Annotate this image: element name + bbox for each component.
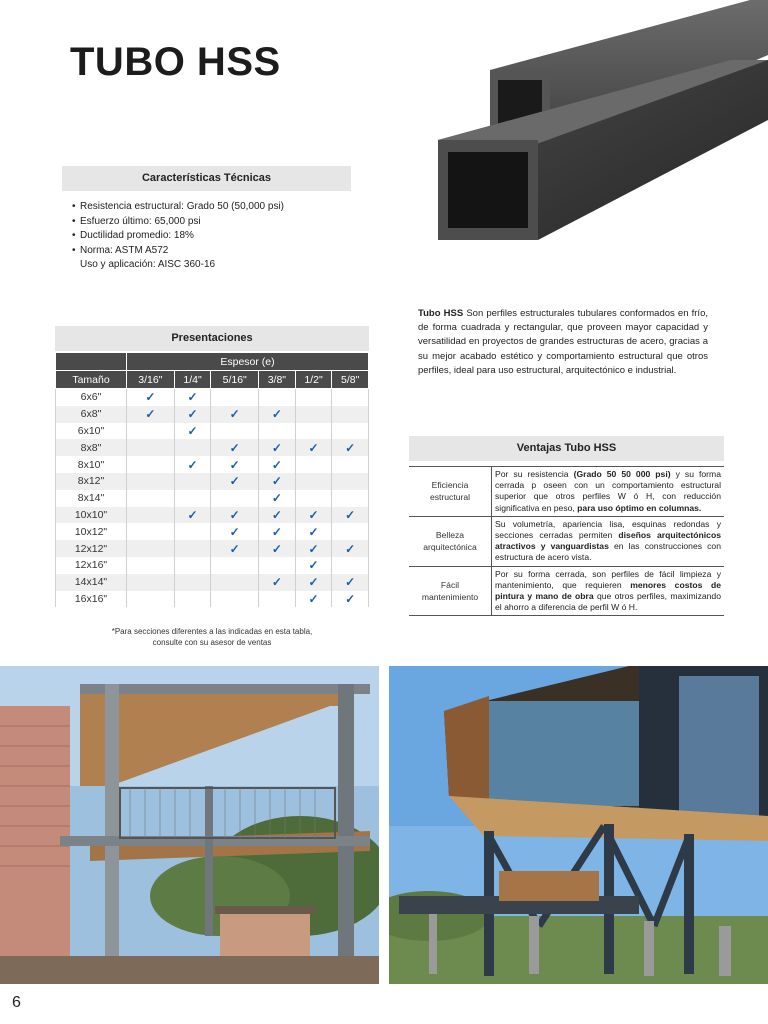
availability-cell: [259, 591, 296, 608]
size-cell: 14x14": [56, 574, 127, 591]
list-item: Uso y aplicación: AISC 360-16: [80, 259, 216, 270]
availability-cell: [332, 406, 369, 423]
check-icon: ✓: [308, 558, 319, 573]
check-icon: ✓: [229, 457, 240, 472]
availability-cell: [127, 557, 175, 574]
availability-cell: [127, 490, 175, 507]
ventaja-row: [409, 566, 724, 616]
availability-cell: [127, 473, 175, 490]
availability-cell: [127, 574, 175, 591]
availability-cell: [211, 439, 259, 456]
check-icon: ✓: [271, 507, 282, 522]
ventaja-row: [409, 467, 724, 517]
availability-cell: [332, 423, 369, 440]
ventaja-text: Por su forma cerrada, son perfiles de fácil limpieza y mantenimiento, que requieren menores costos de pintura y mano de obra que otros perfiles, maximizando el ahorro a diferencia de perfil W ó H.: [492, 566, 725, 616]
availability-cell: [174, 574, 211, 591]
table-row: [56, 540, 369, 557]
availability-cell: [332, 557, 369, 574]
check-icon: ✓: [271, 457, 282, 472]
availability-cell: [127, 406, 175, 423]
presentaciones-note: *Para secciones diferentes a las indicadas en esta tabla, consulte con su asesor de ventas: [111, 627, 313, 647]
check-icon: ✓: [187, 457, 198, 472]
availability-cell: [295, 456, 332, 473]
availability-cell: [211, 423, 259, 440]
availability-cell: [127, 456, 175, 473]
availability-cell: [259, 439, 296, 456]
list-item: • Norma: ASTM A572: [72, 244, 169, 256]
size-cell: 10x12": [56, 523, 127, 540]
ventajas-table: [409, 466, 724, 616]
availability-cell: [174, 523, 211, 540]
check-icon: ✓: [271, 491, 282, 506]
availability-cell: [259, 540, 296, 557]
check-icon: ✓: [271, 474, 282, 489]
size-cell: 8x8": [56, 439, 127, 456]
thickness-header: 5/8": [332, 371, 369, 389]
table-row: [56, 389, 369, 406]
size-cell: 6x6": [56, 389, 127, 406]
check-icon: ✓: [271, 541, 282, 556]
availability-cell: [211, 507, 259, 524]
availability-cell: [295, 523, 332, 540]
check-icon: ✓: [345, 541, 356, 556]
availability-cell: [174, 507, 211, 524]
availability-cell: [295, 557, 332, 574]
check-icon: ✓: [187, 407, 198, 422]
check-icon: ✓: [187, 390, 198, 405]
ventaja-label: Fácil mantenimiento: [409, 566, 492, 616]
table-row: [56, 473, 369, 490]
ventaja-text: Su volumetría, apariencia lisa, esquinas redondas y secciones cerradas permiten diseños arquitectónicos atractivos y vanguardistas en las construcciones con estructura de acero vista.: [492, 516, 725, 566]
check-icon: ✓: [308, 591, 319, 606]
list-item: • Resistencia estructural: Grado 50 (50,000 psi): [72, 201, 284, 212]
list-item: • Esfuerzo último: 65,000 psi: [72, 215, 201, 227]
table-row: [56, 456, 369, 473]
availability-cell: [174, 423, 211, 440]
availability-cell: [211, 540, 259, 557]
description-text: Son perfiles estructurales tubulares conformados en frío, de forma cuadrada y rectangular, que proveen mayor capacidad y versatilidad en proyectos de grandes estructuras de acero, gracias a su mejor acabado estético y comportamiento estructural que otros perfiles, ideal para uso estructural, arquitectónico e industrial.: [418, 308, 708, 376]
availability-cell: [332, 473, 369, 490]
thickness-header: 3/8": [259, 371, 296, 389]
size-cell: 8x12": [56, 473, 127, 490]
availability-cell: [332, 490, 369, 507]
availability-cell: [259, 490, 296, 507]
presentaciones-heading: Presentaciones: [55, 326, 369, 351]
page-number: 6: [12, 994, 21, 1011]
availability-cell: [174, 456, 211, 473]
availability-cell: [211, 557, 259, 574]
size-cell: 16x16": [56, 591, 127, 608]
availability-cell: [295, 406, 332, 423]
check-icon: ✓: [345, 440, 356, 455]
check-icon: ✓: [229, 507, 240, 522]
table-row: [56, 591, 369, 608]
ventajas-heading: Ventajas Tubo HSS: [409, 436, 724, 461]
availability-cell: [127, 389, 175, 406]
check-icon: ✓: [271, 407, 282, 422]
thickness-header: 1/4": [174, 371, 211, 389]
page-title: TUBO HSS: [70, 40, 281, 84]
availability-cell: [211, 389, 259, 406]
thickness-header: 5/16": [211, 371, 259, 389]
check-icon: ✓: [345, 575, 356, 590]
ventaja-row: [409, 516, 724, 566]
size-cell: 12x16": [56, 557, 127, 574]
check-icon: ✓: [229, 524, 240, 539]
size-cell: 8x10": [56, 456, 127, 473]
check-icon: ✓: [308, 541, 319, 556]
size-header: Tamaño: [56, 371, 127, 389]
availability-cell: [211, 591, 259, 608]
availability-cell: [211, 490, 259, 507]
availability-cell: [332, 574, 369, 591]
check-icon: ✓: [229, 407, 240, 422]
table-corner: [56, 353, 127, 371]
check-icon: ✓: [145, 407, 156, 422]
table-row: [56, 423, 369, 440]
check-icon: ✓: [229, 474, 240, 489]
availability-cell: [211, 406, 259, 423]
check-icon: ✓: [187, 507, 198, 522]
availability-cell: [259, 523, 296, 540]
availability-cell: [127, 423, 175, 440]
check-icon: ✓: [308, 507, 319, 522]
availability-cell: [174, 557, 211, 574]
availability-cell: [174, 439, 211, 456]
availability-cell: [295, 473, 332, 490]
availability-cell: [127, 507, 175, 524]
house-photo: [389, 666, 768, 984]
size-cell: 6x10": [56, 423, 127, 440]
ventaja-label: Eficiencia estructural: [409, 467, 492, 517]
availability-cell: [295, 591, 332, 608]
availability-cell: [332, 439, 369, 456]
pavilion-photo: [0, 666, 379, 984]
availability-cell: [332, 389, 369, 406]
availability-cell: [174, 389, 211, 406]
availability-cell: [259, 389, 296, 406]
availability-cell: [295, 423, 332, 440]
table-row: [56, 507, 369, 524]
caracteristicas-list: [72, 200, 372, 273]
description-paragraph: [418, 307, 708, 378]
description-lead: Tubo HSS: [418, 308, 464, 319]
size-cell: 12x12": [56, 540, 127, 557]
availability-cell: [332, 523, 369, 540]
availability-cell: [259, 557, 296, 574]
check-icon: ✓: [187, 423, 198, 438]
availability-cell: [127, 591, 175, 608]
table-row: [56, 574, 369, 591]
availability-cell: [174, 406, 211, 423]
availability-cell: [332, 456, 369, 473]
availability-cell: [295, 490, 332, 507]
availability-cell: [332, 591, 369, 608]
check-icon: ✓: [271, 575, 282, 590]
table-row: [56, 490, 369, 507]
table-row: [56, 557, 369, 574]
thickness-header: 3/16": [127, 371, 175, 389]
table-row: [56, 523, 369, 540]
list-item: • Ductilidad promedio: 18%: [72, 230, 194, 241]
table-row: [56, 406, 369, 423]
availability-cell: [174, 540, 211, 557]
availability-cell: [127, 439, 175, 456]
check-icon: ✓: [271, 524, 282, 539]
availability-cell: [174, 473, 211, 490]
availability-cell: [211, 574, 259, 591]
size-cell: 8x14": [56, 490, 127, 507]
caracteristicas-heading: Características Técnicas: [62, 166, 351, 191]
availability-cell: [211, 456, 259, 473]
check-icon: ✓: [308, 524, 319, 539]
hss-tube-image: [430, 0, 768, 250]
check-icon: ✓: [308, 575, 319, 590]
availability-cell: [295, 540, 332, 557]
availability-cell: [295, 507, 332, 524]
table-row: [56, 439, 369, 456]
availability-cell: [295, 439, 332, 456]
check-icon: ✓: [271, 440, 282, 455]
availability-cell: [127, 540, 175, 557]
availability-cell: [259, 574, 296, 591]
check-icon: ✓: [345, 591, 356, 606]
availability-cell: [332, 507, 369, 524]
availability-cell: [211, 523, 259, 540]
availability-cell: [127, 523, 175, 540]
availability-cell: [259, 456, 296, 473]
availability-cell: [211, 473, 259, 490]
ventaja-text: Por su resistencia (Grado 50 50 000 psi) y su forma cerrada p oseen con un comportamiento estructural superior que otros perfiles W ó H, con reducción significativa en peso, para uso óptimo en columnas.: [492, 467, 725, 517]
availability-cell: [295, 389, 332, 406]
check-icon: ✓: [345, 507, 356, 522]
availability-cell: [259, 406, 296, 423]
presentaciones-table: [55, 352, 369, 607]
check-icon: ✓: [308, 440, 319, 455]
espesor-header: Espesor (e): [127, 353, 369, 371]
availability-cell: [259, 423, 296, 440]
check-icon: ✓: [229, 541, 240, 556]
availability-cell: [295, 574, 332, 591]
availability-cell: [259, 507, 296, 524]
size-cell: 10x10": [56, 507, 127, 524]
availability-cell: [174, 591, 211, 608]
availability-cell: [259, 473, 296, 490]
size-cell: 6x8": [56, 406, 127, 423]
ventaja-label: Belleza arquitectónica: [409, 516, 492, 566]
thickness-header: 1/2": [295, 371, 332, 389]
availability-cell: [174, 490, 211, 507]
check-icon: ✓: [145, 390, 156, 405]
availability-cell: [332, 540, 369, 557]
check-icon: ✓: [229, 440, 240, 455]
